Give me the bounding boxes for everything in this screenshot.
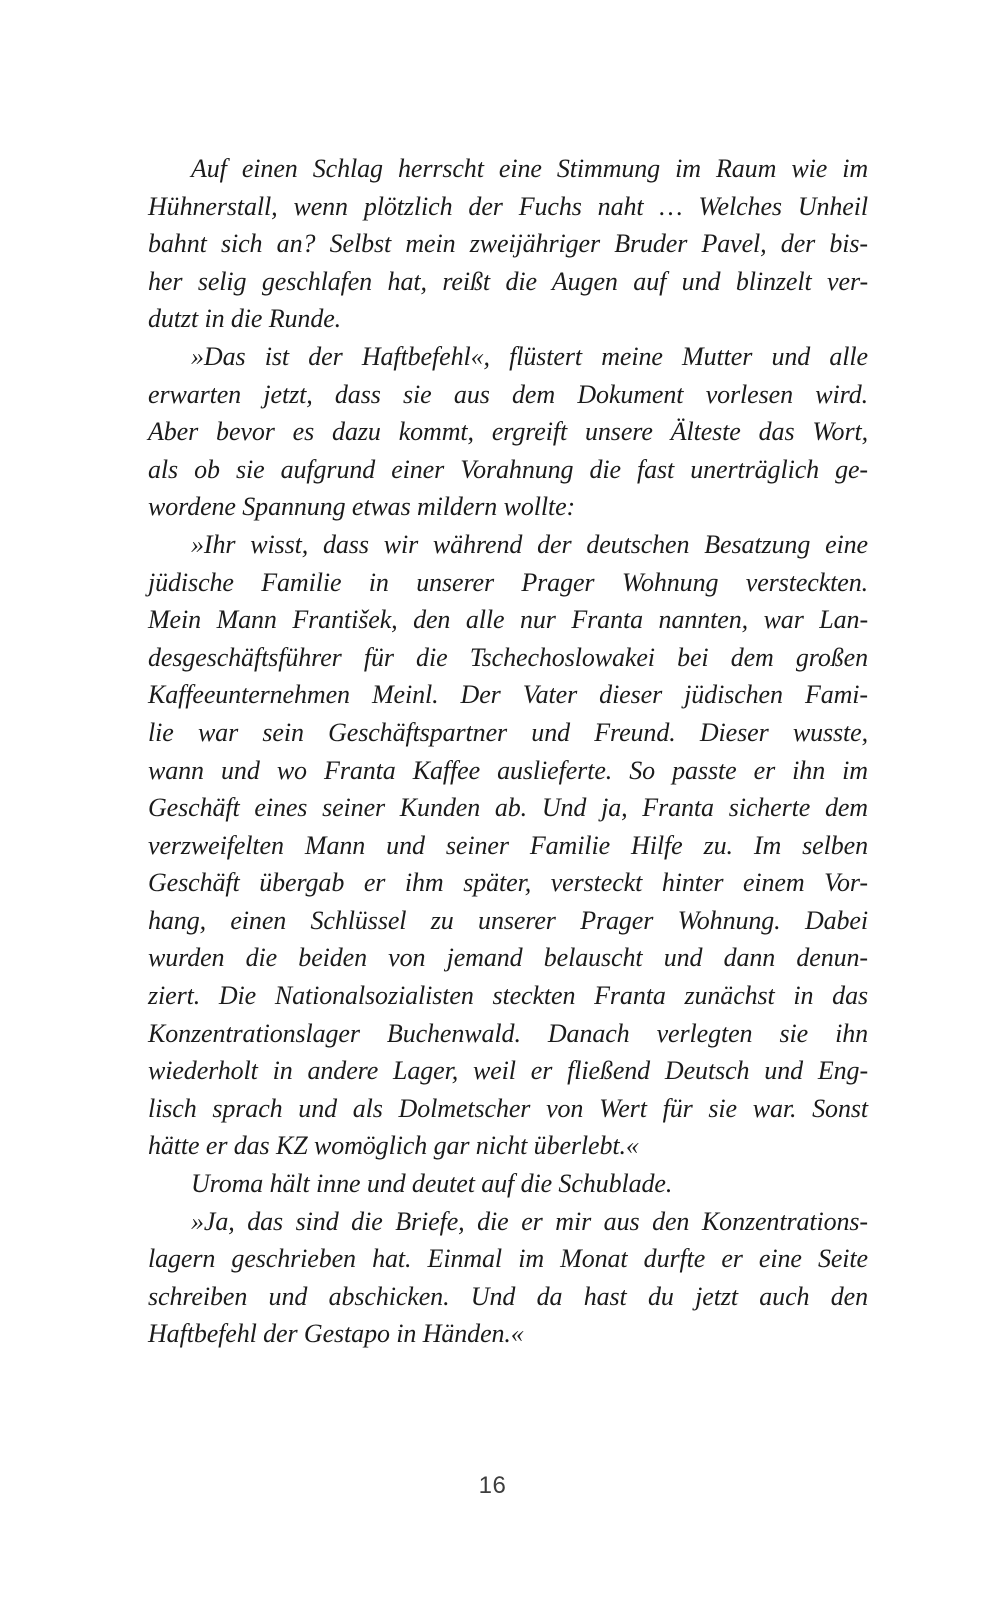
text-line: desgeschäftsführer für die Tschechoslowakei bei dem großen	[148, 642, 868, 672]
text-line: lagern geschrieben hat. Einmal im Monat durfte er eine Seite	[148, 1244, 868, 1274]
text-line: wiederholt in andere Lager, weil er fließend Deutsch und Eng-	[148, 1056, 868, 1086]
text-line: Auf einen Schlag herrscht eine Stimmung im Raum wie im	[191, 154, 868, 183]
text-line: Mein Mann František, den alle nur Franta nannten, war Lan-	[148, 605, 868, 635]
text-line: bahnt sich an? Selbst mein zweijähriger Bruder Pavel, der bis-	[148, 229, 868, 259]
text-line: Kaffeeunternehmen Meinl. Der Vater dieser jüdischen Fami-	[148, 680, 868, 710]
text-line: Aber bevor es dazu kommt, ergreift unsere Älteste das Wort,	[148, 417, 868, 447]
text-line: Konzentrationslager Buchenwald. Danach verlegten sie ihn	[148, 1018, 868, 1048]
text-line: dutzt in die Runde.	[148, 304, 342, 334]
text-line: ziert. Die Nationalsozialisten steckten Franta zunächst in das	[148, 981, 868, 1011]
text-line: Geschäft übergab er ihm später, versteckt hinter einem Vor-	[148, 868, 868, 898]
text-line: Hühnerstall, wenn plötzlich der Fuchs naht … Welches Unheil	[148, 191, 868, 221]
text-line: Haftbefehl der Gestapo in Händen.«	[148, 1319, 524, 1349]
text-line: Geschäft eines seiner Kunden ab. Und ja, Franta sicherte dem	[148, 793, 868, 823]
text-line: als ob sie aufgrund einer Vorahnung die fast unerträglich ge-	[148, 454, 868, 484]
text-line: lisch sprach und als Dolmetscher von Wert für sie war. Sonst	[148, 1093, 868, 1123]
text-line: wann und wo Franta Kaffee auslieferte. So passte er ihn im	[148, 755, 868, 785]
text-line: jüdische Familie in unserer Prager Wohnung versteckten.	[148, 567, 868, 597]
page-number: 16	[478, 1472, 507, 1499]
text-line: wurden die beiden von jemand belauscht und dann denun-	[148, 943, 868, 973]
text-line: hang, einen Schlüssel zu unserer Prager Wohnung. Dabei	[148, 905, 868, 935]
text-line: schreiben und abschicken. Und da hast du jetzt auch den	[148, 1281, 868, 1311]
text-line: »Ihr wisst, dass wir während der deutschen Besatzung eine	[191, 529, 868, 559]
text-line: hätte er das KZ womöglich gar nicht überlebt.«	[148, 1131, 639, 1161]
text-line: Uroma hält inne und deutet auf die Schublade.	[191, 1169, 673, 1199]
text-line: erwarten jetzt, dass sie aus dem Dokument vorlesen wird.	[148, 379, 868, 409]
text-line: wordene Spannung etwas mildern wollte:	[148, 492, 576, 522]
text-line: »Das ist der Haftbefehl«, flüstert meine Mutter und alle	[191, 341, 868, 371]
text-line: »Ja, das sind die Briefe, die er mir aus den Konzentrations-	[191, 1206, 868, 1236]
text-line: verzweifelten Mann und seiner Familie Hilfe zu. Im selben	[148, 830, 868, 860]
text-line: lie war sein Geschäftspartner und Freund. Dieser wusste,	[148, 717, 868, 747]
page-text	[148, 150, 868, 1353]
text-line: her selig geschlafen hat, reißt die Augen auf und blinzelt ver-	[148, 266, 868, 296]
